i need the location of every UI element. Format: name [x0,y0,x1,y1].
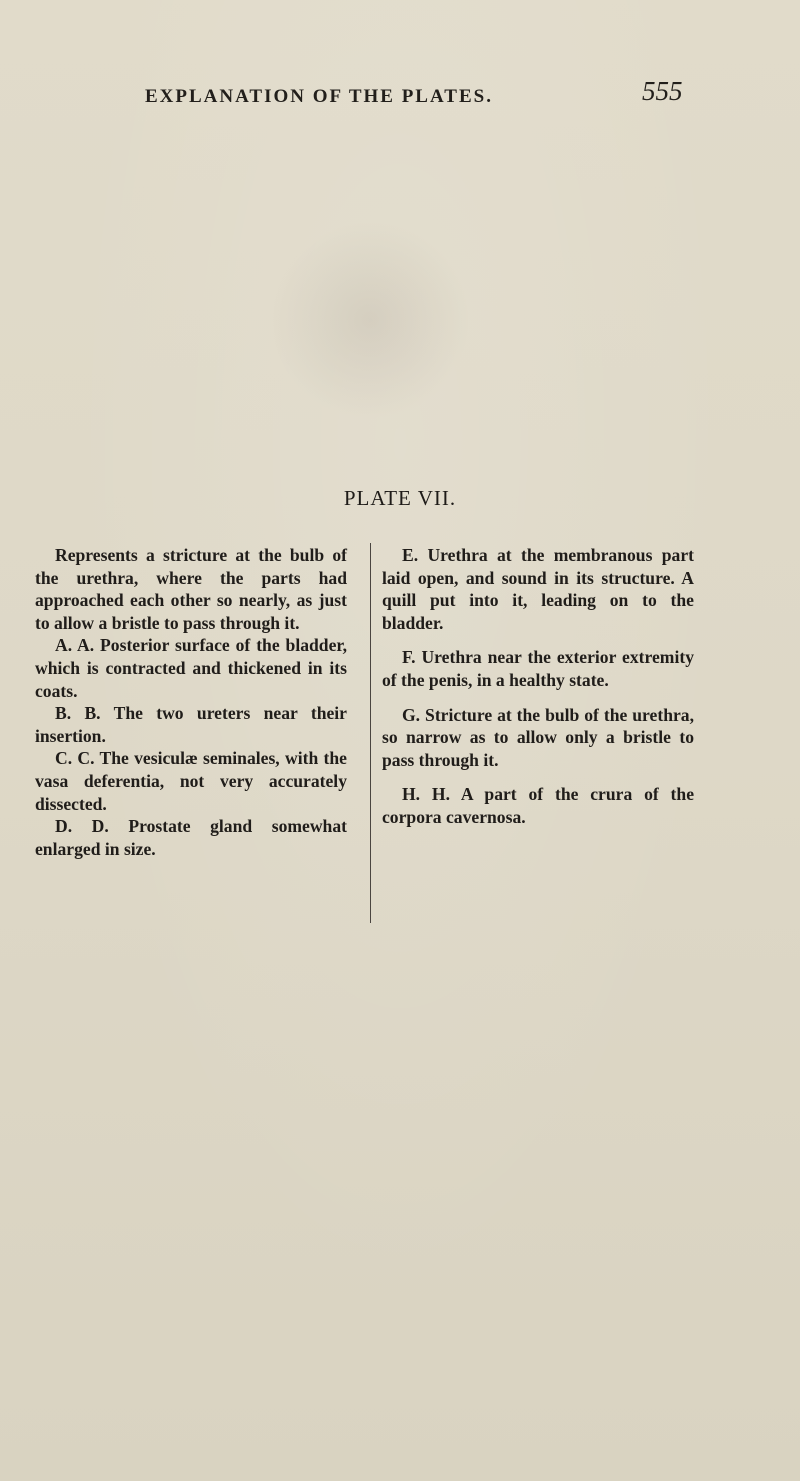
item-c-paragraph: C. C. The vesiculæ seminales, with the vasa deferentia, not very accurately dissected. [35,748,347,814]
item-b-paragraph: B. B. The two ureters near their insertion. [35,703,347,746]
plate-title: PLATE VII. [343,486,457,510]
intro-paragraph: Represents a stricture at the bulb of the urethra, where the parts had approached each other so nearly, as just to allow a bristle to pass through it. [35,545,347,633]
column-divider [370,543,371,923]
page-number: 555 [642,76,683,106]
item-a-paragraph: A. A. Posterior surface of the bladder, which is contracted and thickened in its coats. [35,635,347,701]
item-h-paragraph: H. H. A part of the crura of the corpora cavernosa. [382,784,694,827]
running-head: EXPLANATION OF THE PLATES. [145,86,493,107]
item-g-paragraph: G. Stricture at the bulb of the urethra, so narrow as to allow only a bristle to pass through it. [382,704,694,770]
item-f-paragraph: F. Urethra near the exterior extremity of the penis, in a healthy state. [382,647,694,690]
item-e-paragraph: E. Urethra at the membranous part laid open, and sound in its structure. A quill put into it, leading on to the bladder. [382,545,694,633]
item-d-paragraph: D. D. Prostate gland somewhat enlarged in size. [35,816,347,859]
left-column [35,544,347,860]
right-column [382,544,694,829]
show-through-stain [270,220,470,420]
